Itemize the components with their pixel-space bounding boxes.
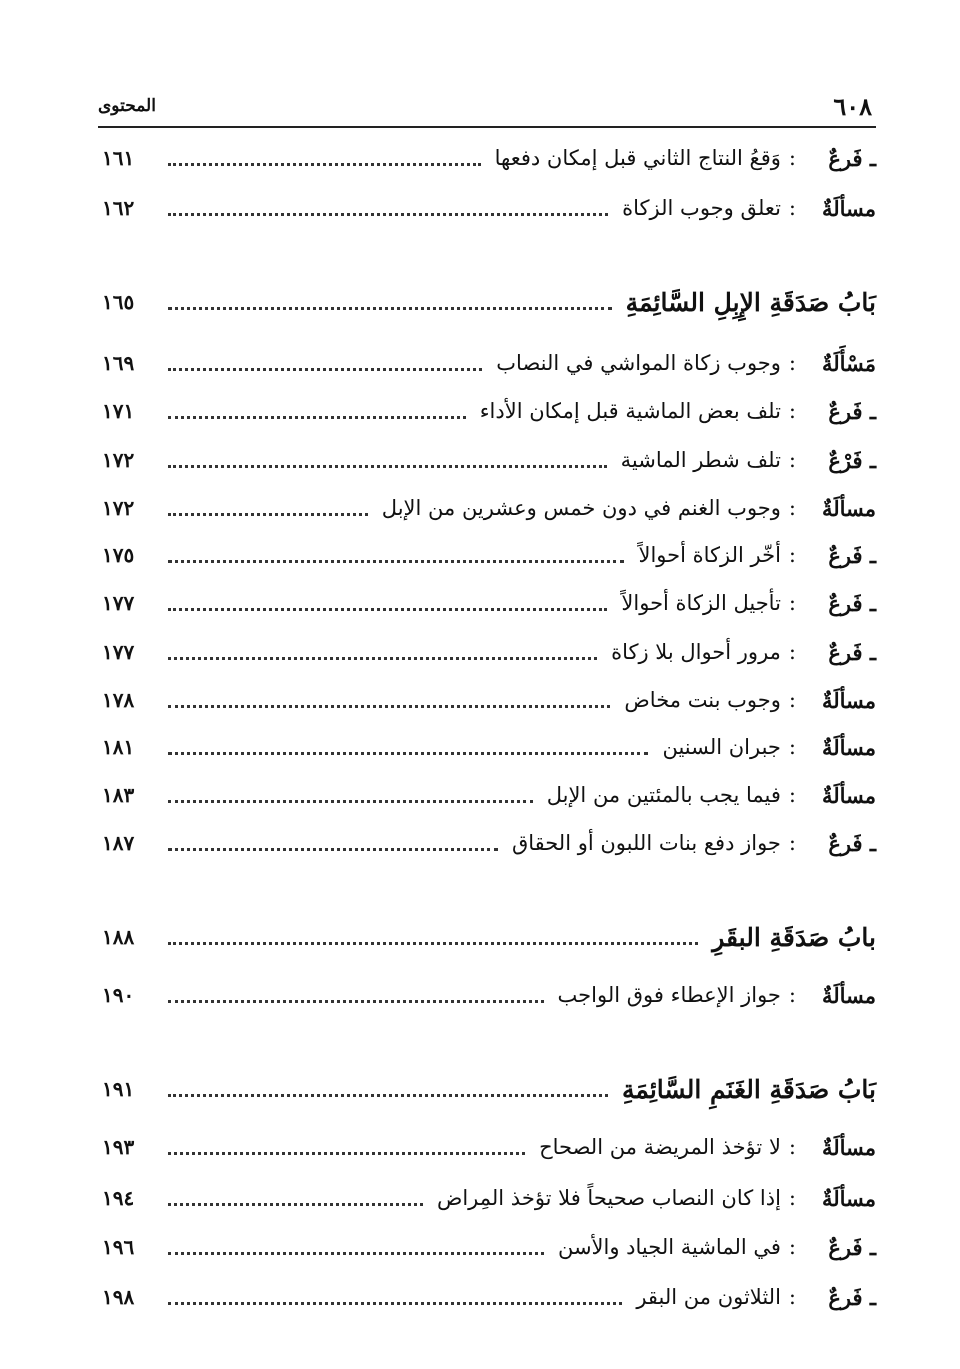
dot-leader xyxy=(168,752,648,755)
entry-page-number: ١٧٧ xyxy=(102,640,135,664)
toc-entry xyxy=(102,488,876,528)
label-separator: : xyxy=(788,688,796,712)
entry-title: وجوب بنت مخاض xyxy=(624,688,781,712)
dot-leader xyxy=(168,560,624,563)
entry-type-label: ـ فَرعٌ xyxy=(804,146,876,171)
label-separator: : xyxy=(788,735,796,759)
entry-title: جواز دفع بنات اللبون أو الحقاق xyxy=(511,831,781,855)
entry-page-number: ١٨١ xyxy=(102,735,135,759)
entry-page-number: ١٧٢ xyxy=(102,448,135,472)
entry-title: وجوب الغنم في دون خمس وعشرين من الإبل xyxy=(381,496,781,520)
entry-title: مرور أحوال بلا زكاة xyxy=(611,640,781,664)
dot-leader xyxy=(168,942,698,945)
entry-page-number: ١٩٨ xyxy=(102,1285,135,1309)
entry-type-label: ـ فَرعٌ xyxy=(804,640,876,665)
entry-type-label: مسألَةٌ xyxy=(821,687,876,713)
dot-leader xyxy=(168,465,607,468)
chapter-title: بَابُ صَدَقَةِ الغَنَمِ السَّائِمَةِ xyxy=(621,1074,876,1104)
entry-type-label: ـ فَرعٌ xyxy=(804,831,876,856)
page-number: ٦٠٨ xyxy=(833,92,872,121)
chapter-title: بَابُ صَدَقَةِ الإِبِلِ السَّائِمَةِ xyxy=(625,287,876,317)
label-separator: : xyxy=(788,496,796,520)
entry-title: تلف بعض الماشية قبل إمكان الأداء xyxy=(479,399,781,423)
toc-entry xyxy=(102,632,876,672)
chapter-title: بابُ صَدَقَةِ البقَرِ xyxy=(712,922,876,952)
dot-leader xyxy=(168,1302,622,1305)
dot-leader xyxy=(168,163,481,166)
entry-page-number: ١٦٥ xyxy=(102,290,135,314)
running-title: المحتوى xyxy=(98,96,156,116)
label-separator: : xyxy=(788,591,796,615)
dot-leader xyxy=(168,1203,423,1206)
dot-leader xyxy=(168,513,368,516)
entry-page-number: ١٦١ xyxy=(102,146,135,170)
entry-title: لا تؤخذ المريضة من الصحاح xyxy=(539,1135,781,1159)
entry-title: فيما يجب بالمئتين من الإبل xyxy=(546,783,781,807)
chapter-heading-row xyxy=(102,1069,876,1109)
toc-entry xyxy=(102,823,876,863)
entry-title: تلف شطر الماشية xyxy=(620,448,781,472)
entry-title: جبران السنين xyxy=(662,735,781,759)
toc-entry xyxy=(102,583,876,623)
label-separator: : xyxy=(788,146,796,170)
entry-type-label: ـ فَرعٌ xyxy=(804,543,876,568)
entry-title: في الماشية الجياد والأسن xyxy=(557,1235,781,1259)
label-separator: : xyxy=(788,196,796,220)
entry-title: وجوب زكاة المواشي في النصاب xyxy=(496,351,781,375)
dot-leader xyxy=(168,416,466,419)
entry-type-label: ـ فَرعٌ xyxy=(804,399,876,424)
entry-page-number: ١٧٨ xyxy=(102,688,135,712)
label-separator: : xyxy=(788,1285,796,1309)
entry-page-number: ١٦٩ xyxy=(102,351,135,375)
entry-type-label: مسألَةٌ xyxy=(821,1134,876,1160)
label-separator: : xyxy=(788,1235,796,1259)
toc-entry xyxy=(102,1277,876,1317)
toc-entry xyxy=(102,343,876,383)
entry-page-number: ١٨٧ xyxy=(102,831,135,855)
toc-entry xyxy=(102,535,876,575)
entry-page-number: ١٩٤ xyxy=(102,1186,135,1210)
dot-leader xyxy=(168,1152,525,1155)
entry-type-label: ـ فَرعٌ xyxy=(804,1235,876,1260)
toc-entry xyxy=(102,1178,876,1218)
entry-type-label: ـ فَرعٌ xyxy=(804,591,876,616)
entry-page-number: ١٧٢ xyxy=(102,496,135,520)
entry-type-label: مسألَةٌ xyxy=(821,734,876,760)
toc-entry xyxy=(102,138,876,178)
entry-type-label: مسألَةٌ xyxy=(821,495,876,521)
entry-page-number: ١٧٥ xyxy=(102,543,135,567)
entry-page-number: ١٧٧ xyxy=(102,591,135,615)
toc-entry xyxy=(102,391,876,431)
toc-entry xyxy=(102,1227,876,1267)
label-separator: : xyxy=(788,448,796,472)
dot-leader xyxy=(168,848,498,851)
label-separator: : xyxy=(788,640,796,664)
dot-leader xyxy=(168,657,597,660)
entry-type-label: مسألَةٌ xyxy=(821,982,876,1008)
entry-title: أخّر الزكاة أحوالاً xyxy=(638,543,781,567)
entry-page-number: ١٦٢ xyxy=(102,196,135,220)
toc-entry xyxy=(102,440,876,480)
label-separator: : xyxy=(788,1186,796,1210)
chapter-heading-row xyxy=(102,917,876,957)
entry-page-number: ١٨٣ xyxy=(102,783,135,807)
entry-page-number: ١٩٦ xyxy=(102,1235,135,1259)
dot-leader xyxy=(168,307,612,310)
label-separator: : xyxy=(788,399,796,423)
entry-page-number: ١٩٣ xyxy=(102,1135,135,1159)
label-separator: : xyxy=(788,783,796,807)
dot-leader xyxy=(168,213,608,216)
entry-type-label: مسألَةٌ xyxy=(821,782,876,808)
entry-title: إذا كان النصاب صحيحاً فلا تؤخذ المِراض xyxy=(436,1186,781,1210)
dot-leader xyxy=(168,1252,544,1255)
entry-type-label: مَسْأَلَةٌ xyxy=(821,350,876,376)
entry-title: الثلاثون من البقر xyxy=(636,1285,781,1309)
dot-leader xyxy=(168,1094,608,1097)
entry-title: تعلق وجوب الزكاة xyxy=(622,196,781,220)
entry-type-label: مسألَةٌ xyxy=(821,195,876,221)
entry-type-label: مسألَةٌ xyxy=(821,1185,876,1211)
entry-title: وَقعُ النتاج الثاني قبل إمكان دفعها xyxy=(494,146,781,170)
toc-entry xyxy=(102,975,876,1015)
dot-leader xyxy=(168,800,533,803)
entry-title: جواز الإعطاء فوق الواجب xyxy=(557,983,781,1007)
toc-entry xyxy=(102,1127,876,1167)
entry-type-label: ـ فَرْعٌ xyxy=(804,448,876,473)
dot-leader xyxy=(168,705,610,708)
entry-page-number: ١٨٨ xyxy=(102,925,135,949)
dot-leader xyxy=(168,608,607,611)
dot-leader xyxy=(168,1000,544,1003)
dot-leader xyxy=(168,368,482,371)
chapter-heading-row xyxy=(102,282,876,322)
label-separator: : xyxy=(788,1135,796,1159)
entry-page-number: ١٩١ xyxy=(102,1077,135,1101)
label-separator: : xyxy=(788,351,796,375)
toc-entry xyxy=(102,680,876,720)
entry-title: تأجيل الزكاة أحوالاً xyxy=(621,591,781,615)
toc-entry xyxy=(102,188,876,228)
label-separator: : xyxy=(788,983,796,1007)
entry-page-number: ١٧١ xyxy=(102,399,135,423)
label-separator: : xyxy=(788,543,796,567)
toc-entry xyxy=(102,727,876,767)
entry-type-label: ـ فَرعٌ xyxy=(804,1285,876,1310)
entry-page-number: ١٩٠ xyxy=(102,983,135,1007)
label-separator: : xyxy=(788,831,796,855)
toc-entry xyxy=(102,775,876,815)
